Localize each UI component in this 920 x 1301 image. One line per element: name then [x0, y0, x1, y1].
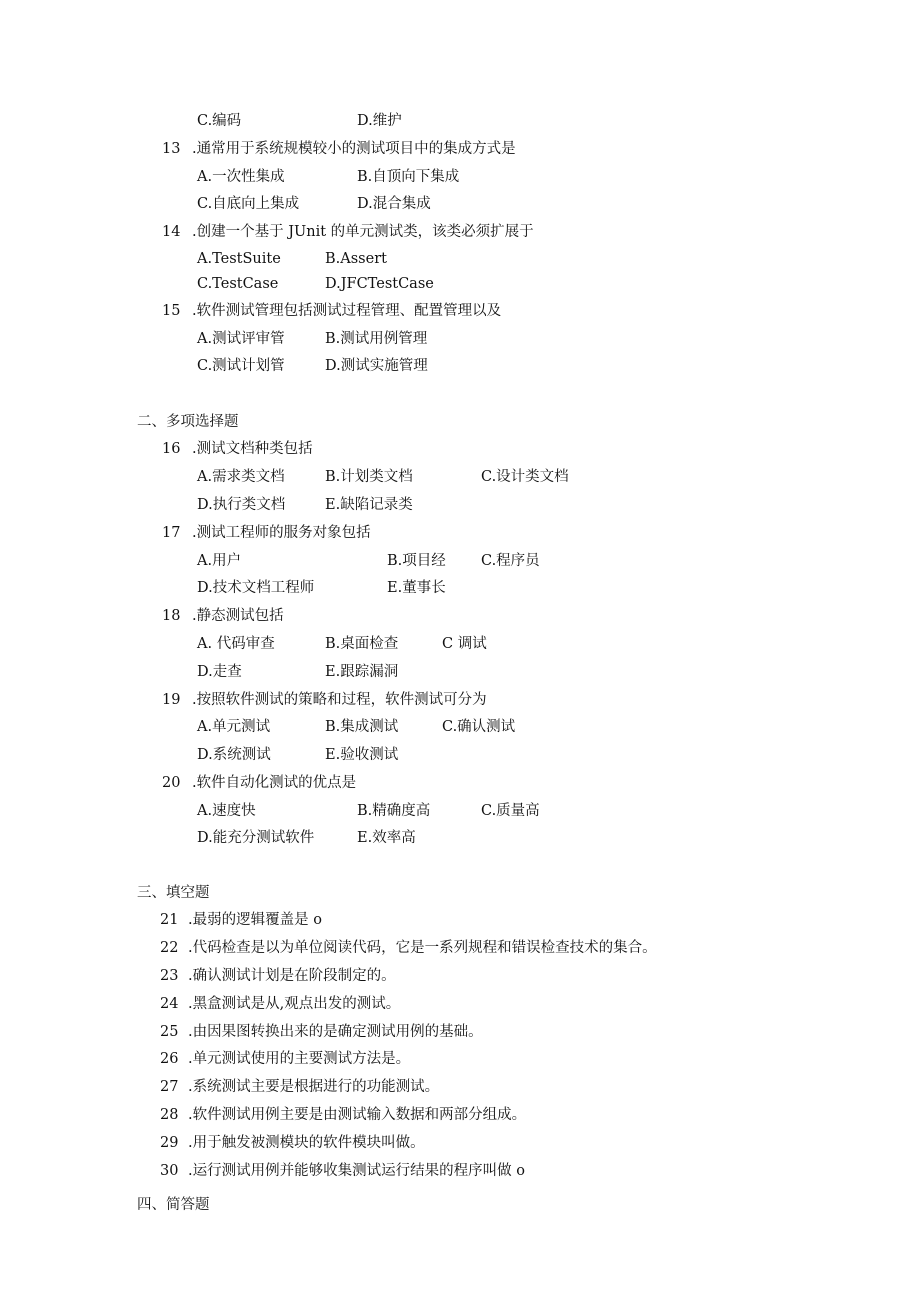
answer-option: D.系统测试: [197, 747, 271, 763]
question-number: 26: [160, 1051, 179, 1067]
question-text: .软件测试用例主要是由测试输入数据和两部分组成。: [188, 1107, 527, 1123]
question-text: .最弱的逻辑覆盖是 o: [188, 912, 322, 928]
question-number: 16: [162, 441, 181, 457]
question-text: .由因果图转换出来的是确定测试用例的基础。: [188, 1024, 483, 1040]
question-text: .代码检查是以为单位阅读代码，它是一系列规程和错误检查技术的集合。: [188, 940, 657, 956]
question-text: .软件测试管理包括测试过程管理、配置管理以及: [192, 303, 502, 319]
answer-option: C.TestCase: [197, 276, 279, 292]
answer-option: D.技术文档工程师: [197, 580, 315, 596]
answer-option: D.测试实施管理: [325, 358, 428, 374]
answer-option: A.一次性集成: [197, 169, 285, 185]
question-number: 14: [162, 224, 181, 240]
question-text: .用于触发被测模块的软件模块叫做。: [188, 1135, 425, 1151]
question-number: 18: [162, 608, 181, 624]
answer-option: A.测试评审管: [197, 331, 285, 347]
question-text: .黑盒测试是从,观点出发的测试。: [188, 996, 401, 1012]
question-number: 25: [160, 1024, 179, 1040]
answer-option: B.项目经: [387, 553, 446, 569]
answer-option: B.集成测试: [325, 719, 399, 735]
question-text: .通常用于系统规模较小的测试项目中的集成方式是: [192, 141, 516, 157]
answer-option: C.编码: [197, 113, 242, 129]
answer-option: C 调试: [442, 636, 487, 652]
section-heading: 三、填空题: [137, 885, 210, 901]
answer-option: C.测试计划管: [197, 358, 285, 374]
question-number: 19: [162, 692, 181, 708]
question-text: .系统测试主要是根据进行的功能测试。: [188, 1079, 440, 1095]
answer-option: A.TestSuite: [197, 251, 281, 267]
question-text: .确认测试计划是在阶段制定的。: [188, 968, 396, 984]
answer-option: D.执行类文档: [197, 497, 286, 513]
answer-option: D.走查: [197, 664, 242, 680]
answer-option: B.自顶向下集成: [357, 169, 460, 185]
answer-option: B.测试用例管理: [325, 331, 428, 347]
question-text: .运行测试用例并能够收集测试运行结果的程序叫做 o: [188, 1163, 525, 1179]
answer-option: E.缺陷记录类: [325, 497, 413, 513]
question-number: 22: [160, 940, 179, 956]
section-heading: 二、多项选择题: [137, 414, 239, 430]
question-text: .测试文档种类包括: [192, 441, 313, 457]
question-number: 13: [162, 141, 181, 157]
question-number: 27: [160, 1079, 179, 1095]
answer-option: D.JFCTestCase: [325, 276, 434, 292]
question-number: 30: [160, 1163, 179, 1179]
section-heading: 四、简答题: [137, 1197, 210, 1213]
answer-option: A.用户: [197, 553, 242, 569]
answer-option: A.速度快: [197, 803, 256, 819]
question-text: .创建一个基于 JUnit 的单元测试类，该类必须扩展于: [192, 224, 534, 240]
answer-option: E.验收测试: [325, 747, 399, 763]
answer-option: B.Assert: [325, 251, 387, 267]
question-text: .软件自动化测试的优点是: [192, 775, 357, 791]
answer-option: E.效率高: [357, 830, 416, 846]
answer-option: A.单元测试: [197, 719, 271, 735]
answer-option: D.能充分测试软件: [197, 830, 315, 846]
question-number: 28: [160, 1107, 179, 1123]
question-number: 17: [162, 525, 181, 541]
answer-option: A.需求类文档: [197, 469, 285, 485]
question-text: .测试工程师的服务对象包括: [192, 525, 371, 541]
answer-option: C.程序员: [481, 553, 540, 569]
question-text: .按照软件测试的策略和过程，软件测试可分为: [192, 692, 487, 708]
question-number: 20: [162, 775, 181, 791]
question-number: 23: [160, 968, 179, 984]
answer-option: D.混合集成: [357, 196, 431, 212]
question-number: 24: [160, 996, 179, 1012]
question-number: 29: [160, 1135, 179, 1151]
question-text: .单元测试使用的主要测试方法是。: [188, 1051, 411, 1067]
answer-option: A. 代码审查: [197, 636, 275, 652]
answer-option: C.确认测试: [442, 719, 516, 735]
answer-option: B.计划类文档: [325, 469, 413, 485]
answer-option: B.桌面检查: [325, 636, 399, 652]
question-number: 21: [160, 912, 179, 928]
answer-option: C.设计类文档: [481, 469, 569, 485]
question-number: 15: [162, 303, 181, 319]
question-text: .静态测试包括: [192, 608, 284, 624]
answer-option: C.质量高: [481, 803, 540, 819]
answer-option: B.精确度高: [357, 803, 431, 819]
answer-option: D.维护: [357, 113, 402, 129]
answer-option: E.董事长: [387, 580, 446, 596]
answer-option: E.跟踪漏洞: [325, 664, 399, 680]
answer-option: C.自底向上集成: [197, 196, 300, 212]
